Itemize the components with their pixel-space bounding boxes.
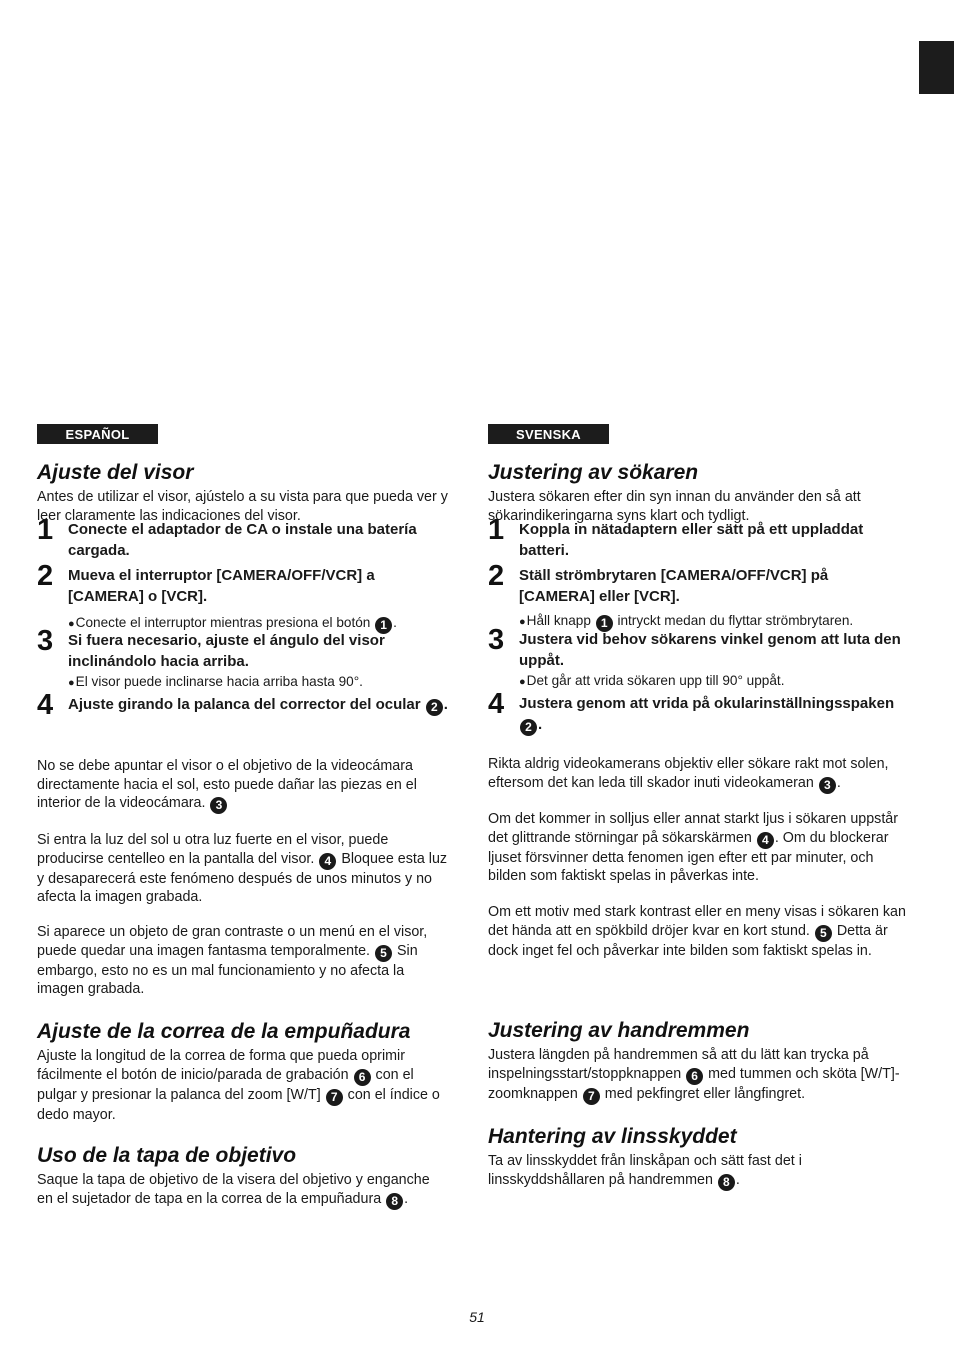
step-4: 4 Justera genom att vrida på okularinställningsspaken 2 . <box>488 688 895 734</box>
callout-badge: 1 <box>596 615 613 632</box>
step-text: Justera genom att vrida på okularinställningsspaken <box>519 695 895 712</box>
bullet-icon: ● <box>68 618 75 630</box>
section-title: Justering av sökaren <box>488 461 699 484</box>
step-3 <box>37 625 449 672</box>
callout-badge: 7 <box>326 1089 343 1106</box>
section-title: Ajuste de la correa de la empuñadura <box>37 1020 411 1043</box>
step-3-note: ●El visor puede inclinarse hacia arriba hasta 90°. <box>68 674 363 689</box>
callout-badge: 8 <box>386 1193 403 1210</box>
step-3-note: ●Det går att vrida sökaren upp till 90° uppåt. <box>519 673 785 688</box>
step-text: Conecte el adaptador de CA o instale una batería cargada. <box>68 521 417 559</box>
callout-badge: 7 <box>583 1088 600 1105</box>
grip-strap-section: Ajuste de la correa de la empuñadura Ajuste la longitud de la correa de forma que pueda oprimir fácilmente el botón de inicio/parada de grabación 6 con el pulgar y presionar la palanca del zoom [W/T] 7 con el índice o dedo mayor. <box>37 1011 449 1124</box>
intro-text: Justera sökaren efter din syn innan du använder den så att sökarindikeringarna syns klart och tydligt. <box>488 489 861 524</box>
callout-badge: 3 <box>819 777 836 794</box>
step-text: Justera vid behov sökarens vinkel genom att luta den uppåt. <box>519 631 901 669</box>
callout-badge: 6 <box>686 1068 703 1085</box>
column-svenska <box>488 424 906 1189</box>
caution-paragraph: Om ett motiv med stark kontrast eller en meny visas i sökaren kan det hända att en spökbild dröjer kvar en kort stund. 5 Detta är dock inget fel och påverkar inte bilden som faktiskt spelas in. <box>488 904 906 959</box>
caution-paragraph: Om det kommer in solljus eller annat starkt ljus i sökaren uppstår det glittrande störningar på sökarskärmen 4 . Om du blockerar ljuset försvinner detta fenomen igen efter ett par minuter, och bilden som faktiskt spelas in påverkas inte. <box>488 811 899 884</box>
language-label: ESPAÑOL <box>37 424 158 444</box>
step-text: Si fuera necesario, ajuste el ángulo del visor inclinándolo hacia arriba. <box>68 632 385 670</box>
step-number: 3 <box>488 624 505 656</box>
caution-paragraph: Si entra la luz del sol u otra luz fuerte en el visor, puede producirse centelleo en la pantalla del visor. 4 Bloquee esta luz y desaparecerá este fenómeno después de unos minutos y no afecta la imagen grabada. <box>37 832 448 905</box>
bullet-icon: ● <box>519 676 526 688</box>
step-number: 4 <box>37 689 54 721</box>
intro-text: Antes de utilizar el visor, ajústelo a su vista para que pueda ver y leer claramente las indicaciones del visor. <box>37 489 448 524</box>
callout-badge: 4 <box>319 853 336 870</box>
step-text: Koppla in nätadaptern eller sätt på ett uppladdat batteri. <box>519 521 864 559</box>
step-text: Ajuste girando la palanca del corrector del ocular <box>68 696 421 713</box>
callout-badge: 3 <box>210 797 227 814</box>
callout-badge: 5 <box>375 945 392 962</box>
step-2-note: ●Håll knapp 1 intryckt medan du flyttar strömbrytaren. <box>519 613 854 630</box>
step-1 <box>37 514 449 561</box>
callout-badge: 2 <box>520 719 537 736</box>
callout-badge: 2 <box>426 699 443 716</box>
caution-paragraph: Si aparece un objeto de gran contraste o un menú en el visor, puede quedar una imagen fantasma temporalmente. 5 Sin embargo, esto no es un mal funcionamiento y no afecta la imagen grabada. <box>37 924 428 997</box>
step-number: 2 <box>37 560 54 592</box>
step-number: 1 <box>37 514 54 546</box>
bullet-icon: ● <box>68 677 75 689</box>
callout-badge: 5 <box>815 925 832 942</box>
step-2 <box>488 560 906 607</box>
caution-paragraph: No se debe apuntar el visor o el objetivo de la videocámara directamente hacia el sol, esto puede dañar las piezas en el interior de la videocámara. 3 <box>37 758 417 812</box>
callout-badge: 4 <box>757 832 774 849</box>
viewfinder-section <box>488 452 906 525</box>
section-title: Hantering av linsskyddet <box>488 1125 737 1148</box>
section-title: Justering av handremmen <box>488 1019 750 1042</box>
language-label: SVENSKA <box>488 424 609 444</box>
section-title: Uso de la tapa de objetivo <box>37 1144 297 1167</box>
step-3 <box>488 624 906 671</box>
hand-strap-section: Justering av handremmen Justera längden på handremmen så att du lätt kan trycka på inspelningsstart/stoppknappen 6 med tummen och sköta [W/T]-zoomknappen 7 med pekfingret eller långfingret. <box>488 1010 906 1105</box>
callout-badge: 6 <box>354 1069 371 1086</box>
page-number: 51 <box>469 1309 485 1325</box>
step-number: 1 <box>488 514 505 546</box>
step-text: Ställ strömbrytaren [CAMERA/OFF/VCR] på [CAMERA] eller [VCR]. <box>519 567 829 605</box>
step-number: 3 <box>37 625 54 657</box>
lens-cap-section: Hantering av linsskyddet Ta av linsskyddet från linskåpan och sätt fast det i linsskyddshållaren på handremmen 8 . <box>488 1116 906 1191</box>
step-2 <box>37 560 449 607</box>
viewfinder-section <box>37 452 449 525</box>
step-4: 4 Ajuste girando la palanca del corrector del ocular 2 . <box>37 689 448 721</box>
step-text: Mueva el interruptor [CAMERA/OFF/VCR] a [CAMERA] o [VCR]. <box>68 567 375 605</box>
callout-badge: 1 <box>375 617 392 634</box>
callout-badge: 8 <box>718 1174 735 1191</box>
step-number: 2 <box>488 560 505 592</box>
step-number: 4 <box>488 688 505 720</box>
caution-paragraph: Rikta aldrig videokamerans objektiv eller sökare rakt mot solen, eftersom det kan leda till skador inuti videokameran 3 . <box>488 756 889 792</box>
step-1 <box>488 514 906 561</box>
column-espanol <box>37 424 449 1208</box>
bullet-icon: ● <box>519 616 526 628</box>
step-2-note: ●Conecte el interruptor mientras presiona el botón 1 . <box>68 615 397 632</box>
lens-cap-section: Uso de la tapa de objetivo Saque la tapa de objetivo de la visera del objetivo y enganche en el sujetador de tapa en la correa de la empuñadura 8 . <box>37 1135 449 1210</box>
section-edge-tab <box>919 41 954 94</box>
section-title: Ajuste del visor <box>37 461 194 484</box>
